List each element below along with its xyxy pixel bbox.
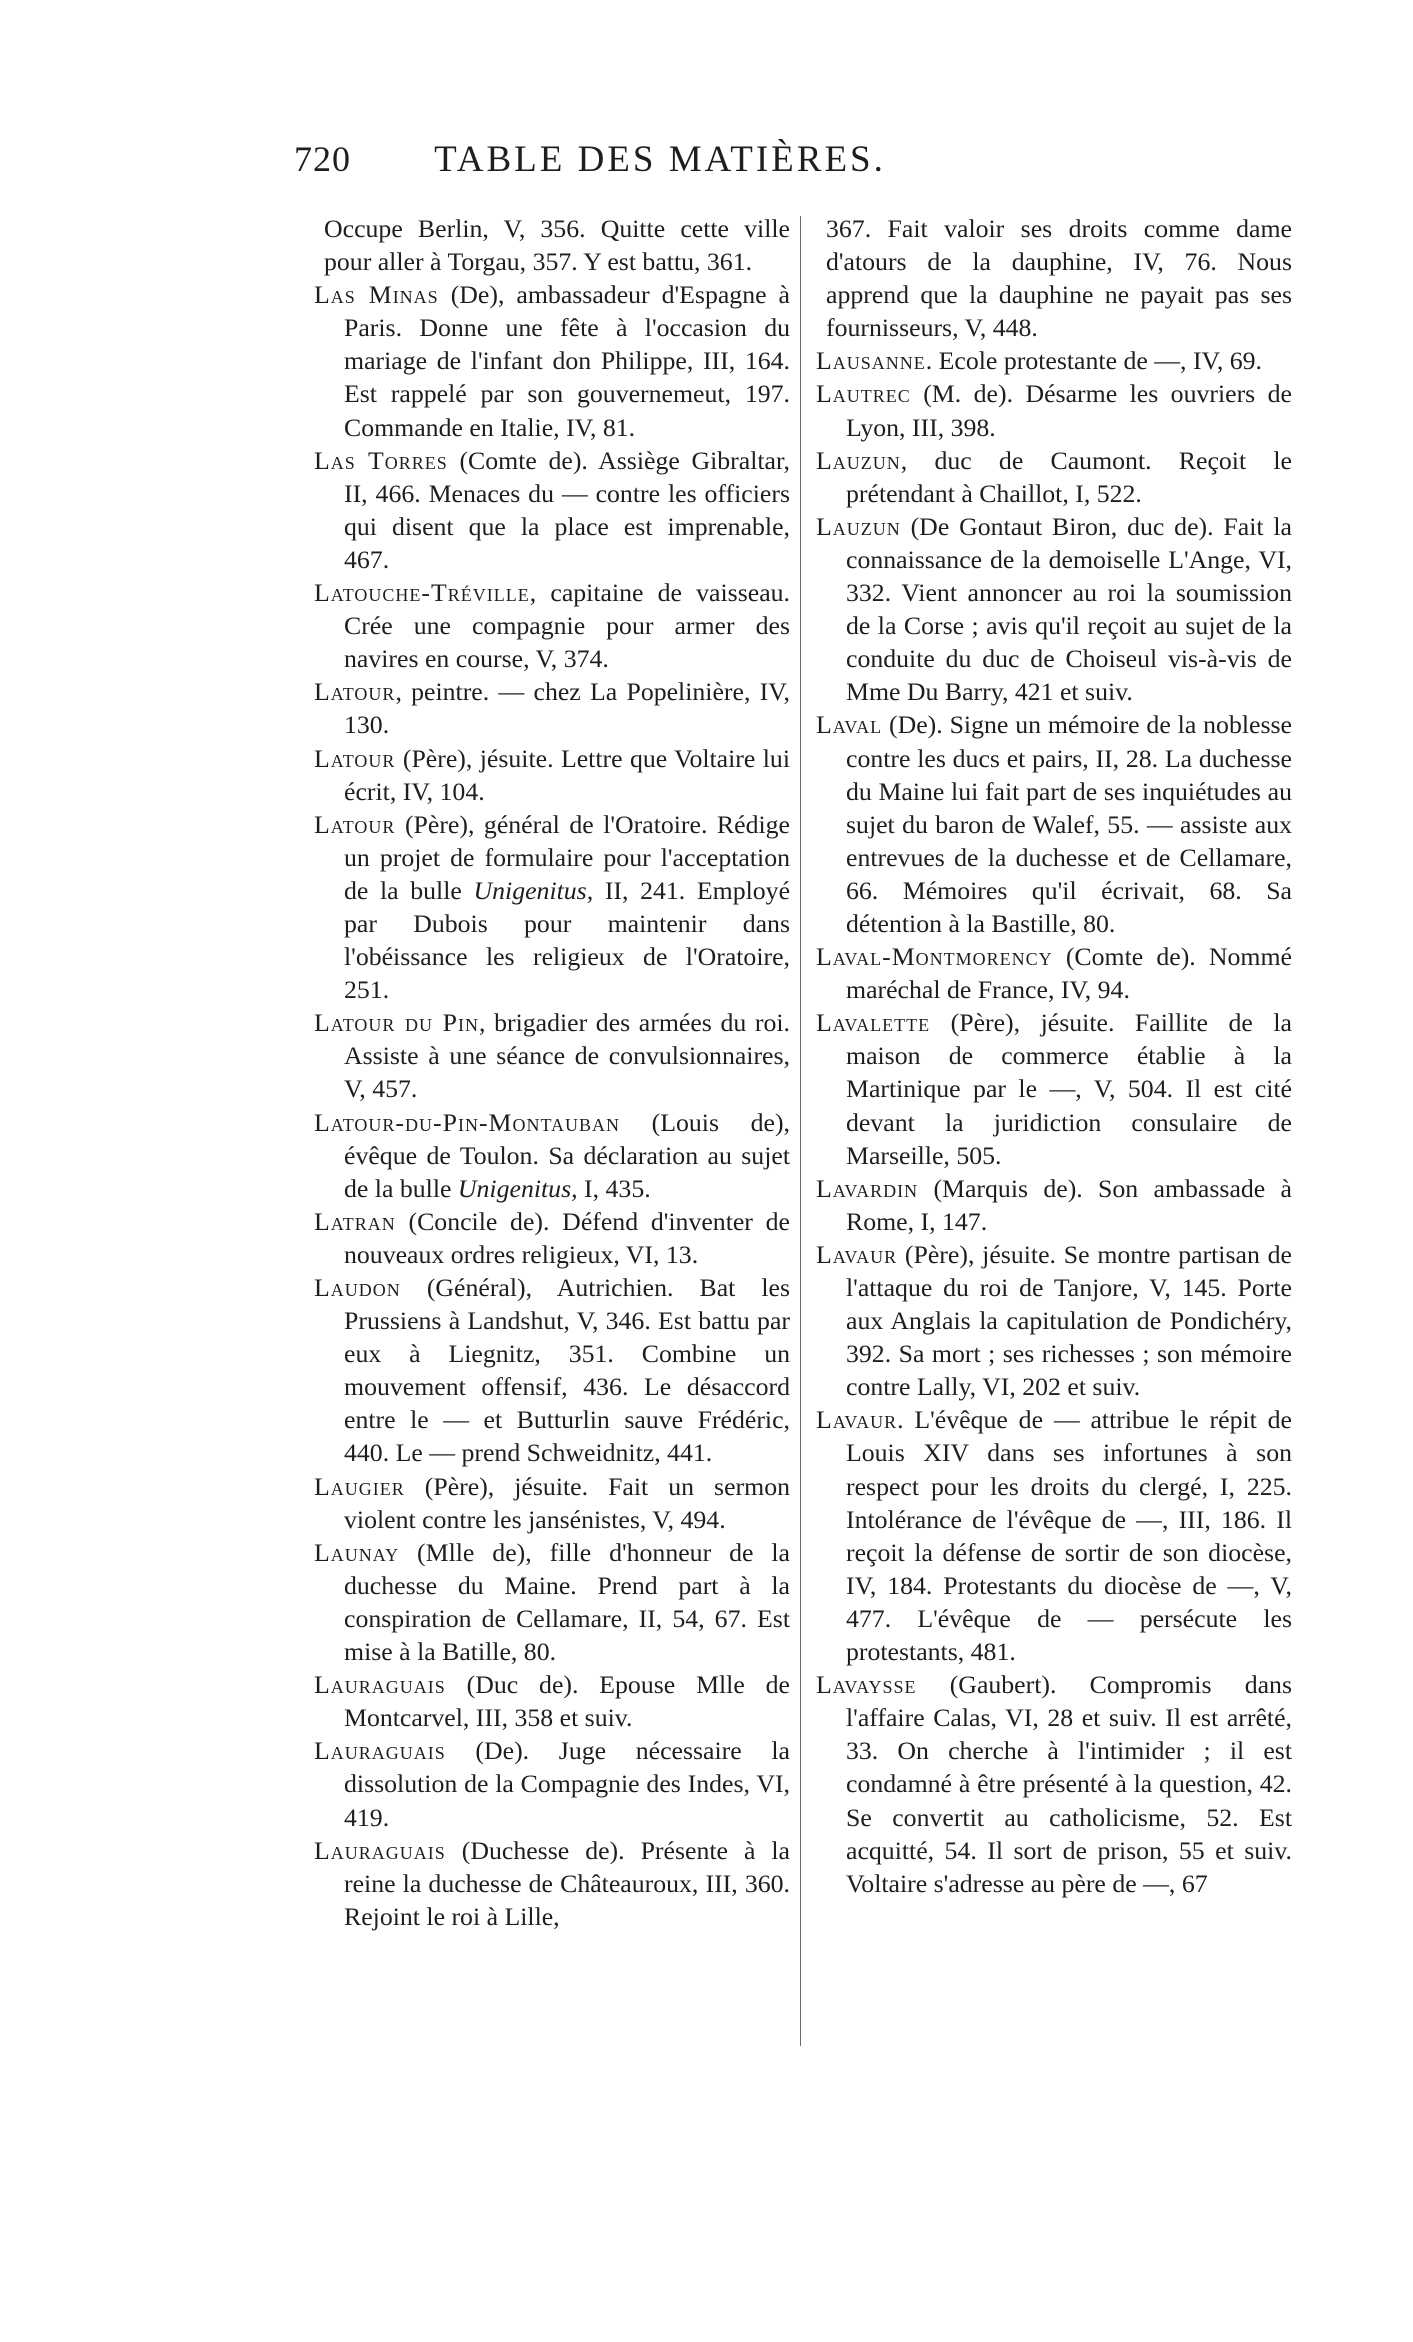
index-entry (314, 1536, 790, 1668)
entry-text: , brigadier des armées du roi. Assiste à une séance de convulsionnaires, V, 457. (344, 1008, 790, 1104)
entry-headword: Lavaur (816, 1239, 898, 1269)
index-entry (816, 1006, 1292, 1171)
entry-headword: Latour (314, 743, 396, 773)
entry-text: (De). Signe un mémoire de la noblesse contre les ducs et pairs, II, 28. La duchesse du Maine lui fait part de ses inquiétudes au sujet du baron de Walef, 55. — assiste aux entrevues de la duchesse et de Cellamare, 66. Mémoires qu'il écrivait, 68. Sa détention à la Bastille, 80. (846, 710, 1292, 938)
index-entry (816, 377, 1292, 443)
entry-headword: Las Minas (314, 280, 439, 310)
entry-headword: Las Torres (314, 445, 448, 475)
entry-headword: Latour-du-Pin-Montauban (314, 1107, 621, 1137)
entry-headword: Laudon (314, 1273, 401, 1302)
entry-headword: Lavaysse (816, 1670, 917, 1700)
entry-headword: Lavalette (816, 1008, 931, 1038)
entry-headword: Latouche-Tréville (314, 578, 530, 608)
right-column (816, 212, 1292, 1900)
index-entry (314, 1106, 790, 1205)
entry-headword: Lausanne (816, 346, 926, 376)
entry-text: 367. Fait valoir ses droits comme dame d'atours de la dauphine, IV, 76. Nous apprend que la dauphine ne payait pas ses fournisseurs, V, 448. (826, 214, 1292, 343)
entry-italic-title: Unigenitus, (473, 875, 594, 905)
entry-headword: Latour du Pin (314, 1008, 480, 1038)
entry-text: (De Gontaut Biron, duc de). Fait la connaissance de la demoiselle L'Ange, VI, 332. Vient annoncer au roi la soumission de la Corse ; avis qu'il reçoit au sujet de la conduite du duc de Choiseul vis-à-vis de Mme Du Barry, 421 et suiv. (846, 511, 1292, 707)
entry-text: (Père), général de l'Oratoire. Rédige un projet de formulaire pour l'acceptation de la bulle (344, 809, 790, 905)
entry-headword: Latour (314, 809, 396, 839)
entry-headword: Lavaur (816, 1405, 898, 1435)
entry-text: (M. de). Désarme les ouvriers de Lyon, III, 398. (846, 379, 1293, 442)
index-entry (314, 675, 790, 741)
entry-text: (Duchesse de). Présente à la reine la duchesse de Châteauroux, III, 360. Rejoint le roi à Lille, (344, 1835, 791, 1931)
entry-text: (Concile de). Défend d'inventer de nouveaux ordres religieux, VI, 13. (344, 1206, 790, 1269)
index-entry (816, 510, 1292, 709)
entry-text: (Père), jésuite. Fait un sermon violent contre les jansénistes, V, 494. (344, 1471, 790, 1534)
entry-text: , capitaine de vaisseau. Crée une compagnie pour armer des navires en course, V, 374. (344, 578, 790, 674)
entry-text-continued: I, 435. (584, 1173, 651, 1203)
entry-text: , peintre. — chez La Popelinière, IV, 130. (344, 677, 790, 740)
entry-headword: Laugier (314, 1471, 405, 1501)
entry-text-continued: II, 241. Employé par Dubois pour maintenir dans l'obéissance les religieux de l'Oratoire, 251. (344, 875, 791, 1005)
index-entry (314, 1006, 790, 1105)
index-entry (816, 444, 1292, 510)
entry-headword: Lautrec (816, 379, 911, 409)
entry-text: (Gaubert). Compromis dans l'affaire Calas, VI, 28 et suiv. Il est arrêté, 33. On cherche à l'intimider ; il est condamné à être présenté à la question, 42. Se convertit au catholicisme, 52. Est acquitté, 54. Il sort de prison, 55 et suiv. Voltaire s'adresse au père de —, 67 (846, 1670, 1292, 1898)
entry-headword: Lavardin (816, 1173, 919, 1203)
index-entry (314, 212, 790, 278)
entry-text: (De). Juge nécessaire la dissolution de la Compagnie des Indes, VI, 419. (344, 1736, 790, 1832)
entry-text: (Marquis de). Son ambassade à Rome, I, 147. (846, 1173, 1293, 1236)
entry-headword: Laval-Montmorency (816, 942, 1053, 972)
entry-headword: Launay (314, 1537, 400, 1567)
index-entry (314, 1834, 790, 1933)
entry-headword: Lauraguais (314, 1670, 446, 1700)
entry-text: , duc de Caumont. Reçoit le prétendant à Chaillot, I, 522. (846, 445, 1292, 508)
entry-text: (Louis de), évêque de Toulon. Sa déclaration au sujet de la bulle (344, 1107, 790, 1203)
entry-text: (De), ambassadeur d'Espagne à Paris. Donne une fête à l'occasion du mariage de l'infant don Philippe, III, 164. Est rappelé par son gouvernemeut, 197. Commande en Italie, IV, 81. (344, 280, 790, 442)
entry-text: (Père), jésuite. Lettre que Voltaire lui écrit, IV, 104. (344, 743, 790, 806)
index-entry (816, 940, 1292, 1006)
index-entry (314, 742, 790, 808)
entry-text: . L'évêque de — attribue le répit de Louis XIV dans ses infortunes à son respect pour les droits du clergé, I, 225. Intolérance de l'évêque de —, III, 186. Il reçoit la défense de sortir de son diocèse, IV, 184. Protestants du diocèse de —, V, 477. L'évêque de — persécute les protestants, 481. (846, 1405, 1292, 1667)
index-entry (816, 708, 1292, 940)
index-entry (314, 1205, 790, 1271)
page-number: 720 (294, 139, 351, 179)
entry-text: (Père), jésuite. Faillite de la maison de commerce établie à la Martinique par le —, V, 504. Il est cité devant la juridiction consulaire de Marseille, 505. (846, 1008, 1293, 1170)
index-entry (816, 1668, 1292, 1900)
index-entry (314, 444, 790, 576)
index-entry (816, 1238, 1292, 1403)
index-entry (314, 576, 790, 675)
running-title: TABLE DES MATIÈRES. (434, 139, 886, 180)
index-entry (314, 278, 790, 443)
entry-text: (Mlle de), fille d'honneur de la duchesse du Maine. Prend part à la conspiration de Cellamare, II, 54, 67. Est mise à la Batille, 80. (344, 1537, 790, 1667)
entry-headword: Latour (314, 677, 396, 707)
index-entry (816, 1403, 1292, 1668)
entry-headword: Lauraguais (314, 1736, 446, 1766)
index-entry (314, 1668, 790, 1734)
entry-text: (Général), Autrichien. Bat les Prussiens à Landshut, V, 346. Est battu par eux à Liegnitz, 351. Combine un mouvement offensif, 436. Le désaccord entre le — et Butturlin sauve Frédéric, 440. Le — prend Schweidnitz, 441. (344, 1273, 791, 1468)
index-entry (314, 808, 790, 1007)
entry-text: (Père), jésuite. Se montre partisan de l'attaque du roi de Tanjore, V, 145. Porte aux Anglais la capitulation de Pondichéry, 392. Sa mort ; ses richesses ; son mémoire contre Lally, VI, 202 et suiv. (846, 1239, 1292, 1402)
entry-text: Occupe Berlin, V, 356. Quitte cette ville pour aller à Torgau, 357. Y est battu, 361. (324, 214, 790, 277)
entry-headword: Latran (314, 1206, 396, 1236)
entry-text: (Duc de). Epouse Mlle de Montcarvel, III, 358 et suiv. (344, 1670, 790, 1733)
index-entry (314, 1734, 790, 1833)
entry-text: . Ecole protestante de —, IV, 69. (925, 346, 1262, 376)
index-entry (314, 1470, 790, 1536)
left-column (314, 212, 790, 1933)
index-entry (816, 212, 1292, 344)
entry-text: (Comte de). Assiège Gibraltar, II, 466. Menaces du — contre les officiers qui disent que la place est imprenable, 467. (344, 445, 791, 574)
index-entry (314, 1271, 790, 1470)
entry-italic-title: Unigenitus, (457, 1173, 578, 1203)
index-entry (816, 1172, 1292, 1238)
entry-headword: Lauraguais (314, 1835, 446, 1865)
entry-headword: Lauzun (816, 445, 901, 475)
entry-headword: Laval (816, 710, 883, 740)
entry-headword: Lauzun (816, 511, 901, 541)
column-divider (800, 216, 801, 2046)
entry-text: (Comte de). Nommé maréchal de France, IV, 94. (846, 942, 1293, 1005)
page-header (294, 138, 1026, 188)
index-entry (816, 344, 1292, 377)
